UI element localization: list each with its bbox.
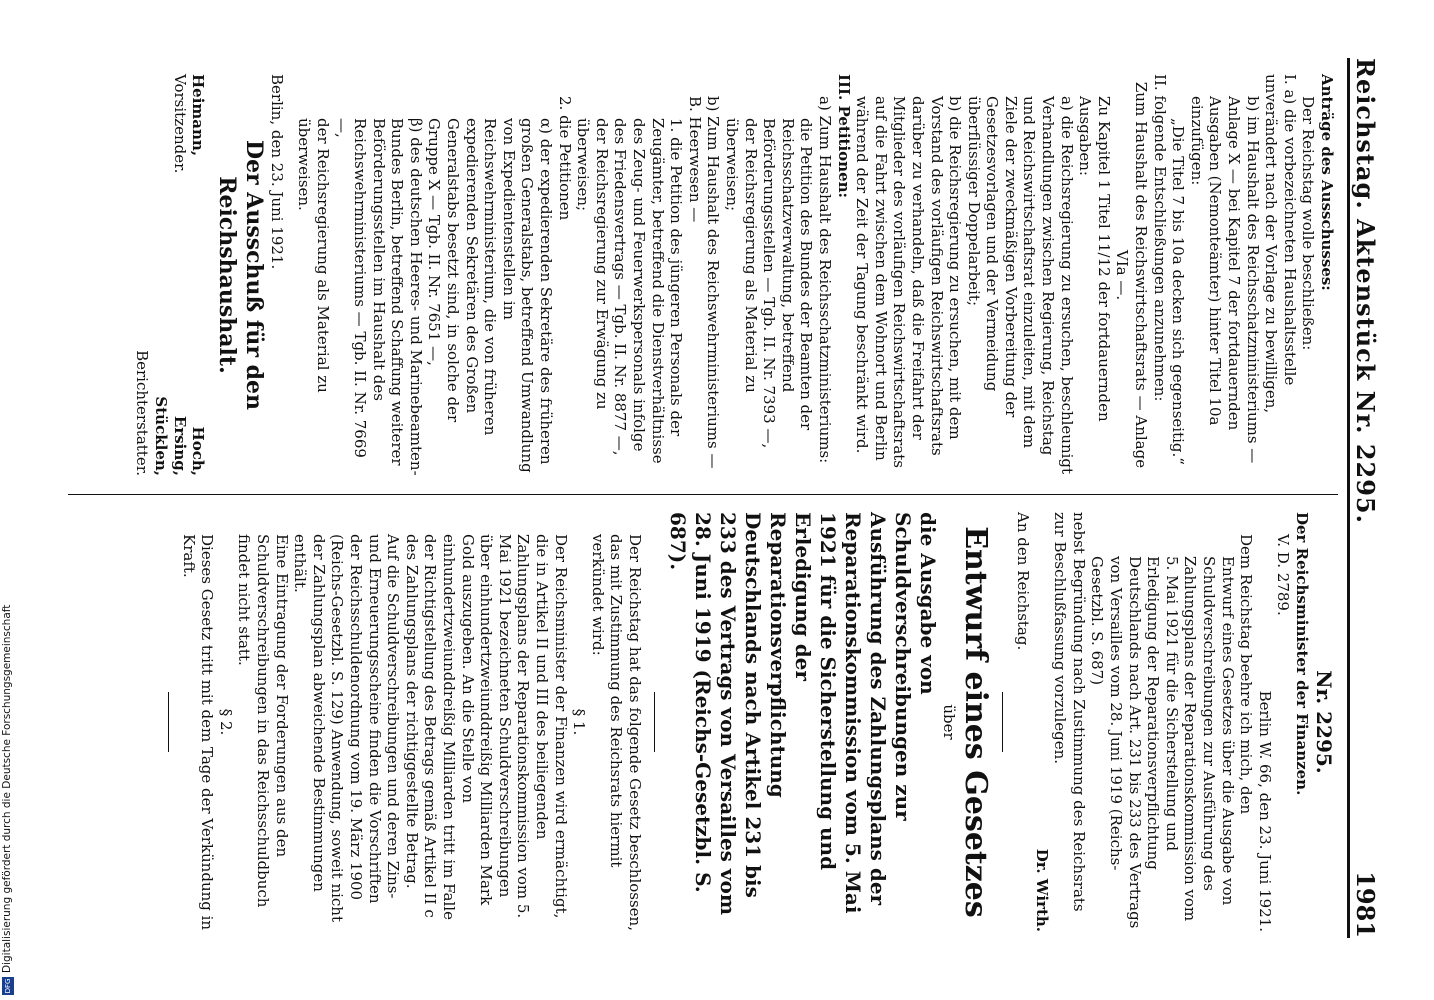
- intro-body: Entwurf eines Gesetzes über die Ausgabe von Schuldverschreibungen zur Ausführung des Zahlungsplans der Reparationskommission vom 5. Mai 1921 für die Sicherstellung und Erledigung der Reparationsverpflichtung Deutschlands nach Art. 231 bis 233 des Vertrags von Versailles vom 28. Juni 1919 (Reichs-Gesetzbl. S. 687): [1088, 556, 1237, 929]
- item-III-b-2: 2. die Petitionen: [555, 96, 574, 221]
- sig-right-3: Stücklen,: [151, 396, 170, 476]
- item-I-a: I. a) die vorbezeichneten Haushaltsstelle unverändert nach der Vorlage zu bewilligen,: [1262, 74, 1299, 414]
- header-rule: [1347, 58, 1350, 938]
- separator-3: [168, 692, 169, 752]
- dfg-logo: DFG: [4, 978, 12, 994]
- item-III: III. Petitionen:: [834, 74, 853, 199]
- document-number: Nr. 2295.: [1312, 670, 1336, 774]
- item-III-b-2-beta: β) des deutschen Heeres- und Marinebeamten-Bundes Berlin, betreffend Schaffung weiterer Beförderungsstellen im Haushalt des Reichswehrministeriums — Tgb. II. Nr. 7669 —,: [332, 118, 425, 476]
- signature-chair: [133, 74, 207, 173]
- sig-right-2: Ersing,: [170, 415, 189, 476]
- draft-ueber: über: [940, 704, 959, 740]
- digitization-credit-strip: [0, 0, 16, 1000]
- paragraph-1-text-2: Auf die Schuldverschreibungen und deren Zins- und Erneuerungsscheine finden die Vorschriften der Reichsschuldenordnung vom 19. März 1900 (Reichs-Gesetzbl. S. 129) Anwendung, soweit nicht der Zahlungsplan abweichende Bestimmungen enthält.: [291, 534, 403, 922]
- draft-subject: die Ausgabe von Schuldverschreibungen zur Ausführung des Zahlungsplans der Reparationskommission vom 5. Mai 1921 für die Sicherstellung und Erledigung der Reparationsverpflichtung Deutschlands nach Artikel 231 bis 233 des Vertrags von Versailles vom 28. Juni 1919 (Reichs-Gesetzbl. S. 687).: [665, 512, 940, 916]
- paragraph-1-text-3: Eine Eintragung der Forderungen aus den Schuldverschreibungen in das Reichsschuldbuch findet nicht statt.: [235, 534, 291, 908]
- paragraph-2-label: § 2.: [216, 708, 235, 736]
- item-II-a: a) die Reichsregierung zu ersuchen, beschleunigt Verhandlungen zwischen Regierung, Reichstag und Reichswirtschaftsrat einzuleiten, mit dem Ziele der zweckmäßigen Vorbereitung der Gesetzesvorlagen und der Vermeidung überflüssiger Doppelarbeit;: [964, 96, 1076, 475]
- item-III-b-2-end: der Reichsregierung als Material zu überweisen.: [295, 118, 332, 393]
- column-divider: [68, 494, 1338, 495]
- sig-right-role: Berichterstatter.: [133, 350, 152, 476]
- addressee: An den Reichstag.: [1014, 512, 1033, 651]
- minister-signature: Dr. Wirth.: [1032, 848, 1051, 932]
- left-column: [133, 74, 1336, 476]
- reference: V. D. 2789.: [1274, 534, 1293, 616]
- place-date: Berlin W. 66, den 23. Juni 1921.: [1255, 690, 1274, 932]
- separator: [1003, 692, 1004, 752]
- page-header-title: Reichstag. Aktenstück Nr. 2295.: [1351, 58, 1380, 524]
- item-III-a: a) Zum Haushalt des Reichsschatzministeriums:: [815, 96, 834, 464]
- item-III-b: b) Zum Haushalt des Reichswehrministeriums — B. Heerwesen —: [685, 96, 723, 469]
- separator-2: [654, 692, 655, 752]
- item-II-sub: Zum Haushalt des Reichswirtschaftsrats — Anlage VIa —.: [1113, 81, 1151, 469]
- sig-left-name: Heimann,: [189, 74, 208, 157]
- right-column: [158, 512, 1336, 932]
- antraege-intro: Der Reichstag wolle beschließen:: [1299, 96, 1318, 351]
- item-II-kapitel: Zu Kapitel 1 Titel 11/12 der fortdauernden Ausgaben:: [1076, 96, 1113, 422]
- paragraph-1-label: § 1.: [570, 708, 589, 736]
- item-III-a-text: die Petition des Bundes der Beamten der Reichsschatzverwaltung, betreffend Beförderungsstellen — Tgb. II. Nr. 7393 —, der Reichsregierung als Material zu überweisen;: [723, 118, 816, 449]
- credit-text: Digitalisierung gefördert durch die Deutsche Forschungsgemeinschaft: [1, 604, 13, 973]
- intro-end: nebst Begründung nach Zustimmung des Reichsrats zur Beschlußfassung vorzulegen.: [1051, 512, 1088, 912]
- paragraph-1-text: Der Reichsminister der Finanzen wird ermächtigt, die in Artikel II und III des beiliegenden Zahlungsplans der Reparationskommission vom 5. Mai 1921 bezeichneten Schuldverschreibungen über einhundertzweiunddreißig Milliarden Mark Gold auszugeben. An die Stelle von einhundertzweiunddreißig Milliarden tritt im Falle der Richtigstellung des Betrags gemäß Artikel II c des Zahlungsplans der richtiggestellte Betrag.: [402, 534, 570, 920]
- digitization-credit: [0, 5, 15, 995]
- signature-rapporteurs: [133, 350, 207, 476]
- committee-date: Berlin, den 23. Juni 1921.: [267, 74, 286, 270]
- committee-name: Der Ausschuß für den Reichshaushalt.: [214, 139, 268, 410]
- antraege-heading: Anträge des Ausschusses:: [1318, 74, 1336, 291]
- draft-title: Entwurf eines Gesetzes: [958, 526, 994, 918]
- item-II-b: b) die Reichsregierung zu ersuchen, mit dem Vorstand des vorläufigen Reichswirtschaftsrats darüber zu verhandeln, daß die Freifahrt der Mitglieder des vorläufigen Reichswirtschaftsrats auf die Fahrt zwischen dem Wohnort und Berlin während der Zeit der Tagung beschränkt wird.: [853, 96, 965, 468]
- item-I-b-quote: „Die Titel 7 bis 10a decken sich gegenseitig.“: [1169, 118, 1188, 465]
- item-III-b-1: 1. die Petition des jüngeren Personals der Zeugämter, betreffend die Dienstverhältnisse des Zeug- und Feuerwerkspersonals infolge des Friedensvertrags — Tgb. II. Nr. 8877 —, der Reichsregierung zur Erwägung zu überweisen;: [574, 118, 686, 464]
- signature-block: [133, 74, 207, 476]
- item-II: II. folgende Entschließungen anzunehmen:: [1150, 74, 1169, 402]
- item-I-b: b) im Haushalt des Reichsschatzministeriums — Anlage X — bei Kapitel 7 der fortdauernden Ausgaben (Nemonteämter) hinter Titel 10a einzufügen:: [1187, 96, 1262, 464]
- page-number: 1981: [1351, 871, 1380, 938]
- sig-left-role: Vorsitzender.: [170, 74, 189, 174]
- enactment-clause: Der Reichstag hat das folgende Gesetz beschlossen, das mit Zustimmung des Reichsrats hiermit verkündet wird:: [588, 534, 644, 931]
- item-III-b-2-alpha: α) der expedierenden Sekretäre des früheren großen Generalstabs, betreffend Umwandlung von Expedientenstellen im Reichswehrministerium, die von früheren expedierenden Sekretären des Großen Generalstabs besetzt sind, in solche der Gruppe X — Tgb. II. Nr. 7651 —,: [425, 118, 556, 473]
- paragraph-2-text: Dieses Gesetz tritt mit dem Tage der Verkündung in Kraft.: [179, 534, 217, 931]
- intro: Dem Reichstag beehre ich mich, den: [1237, 534, 1256, 815]
- sender: Der Reichsminister der Finanzen.: [1293, 512, 1311, 796]
- sig-right-1: Hoch,: [189, 426, 208, 476]
